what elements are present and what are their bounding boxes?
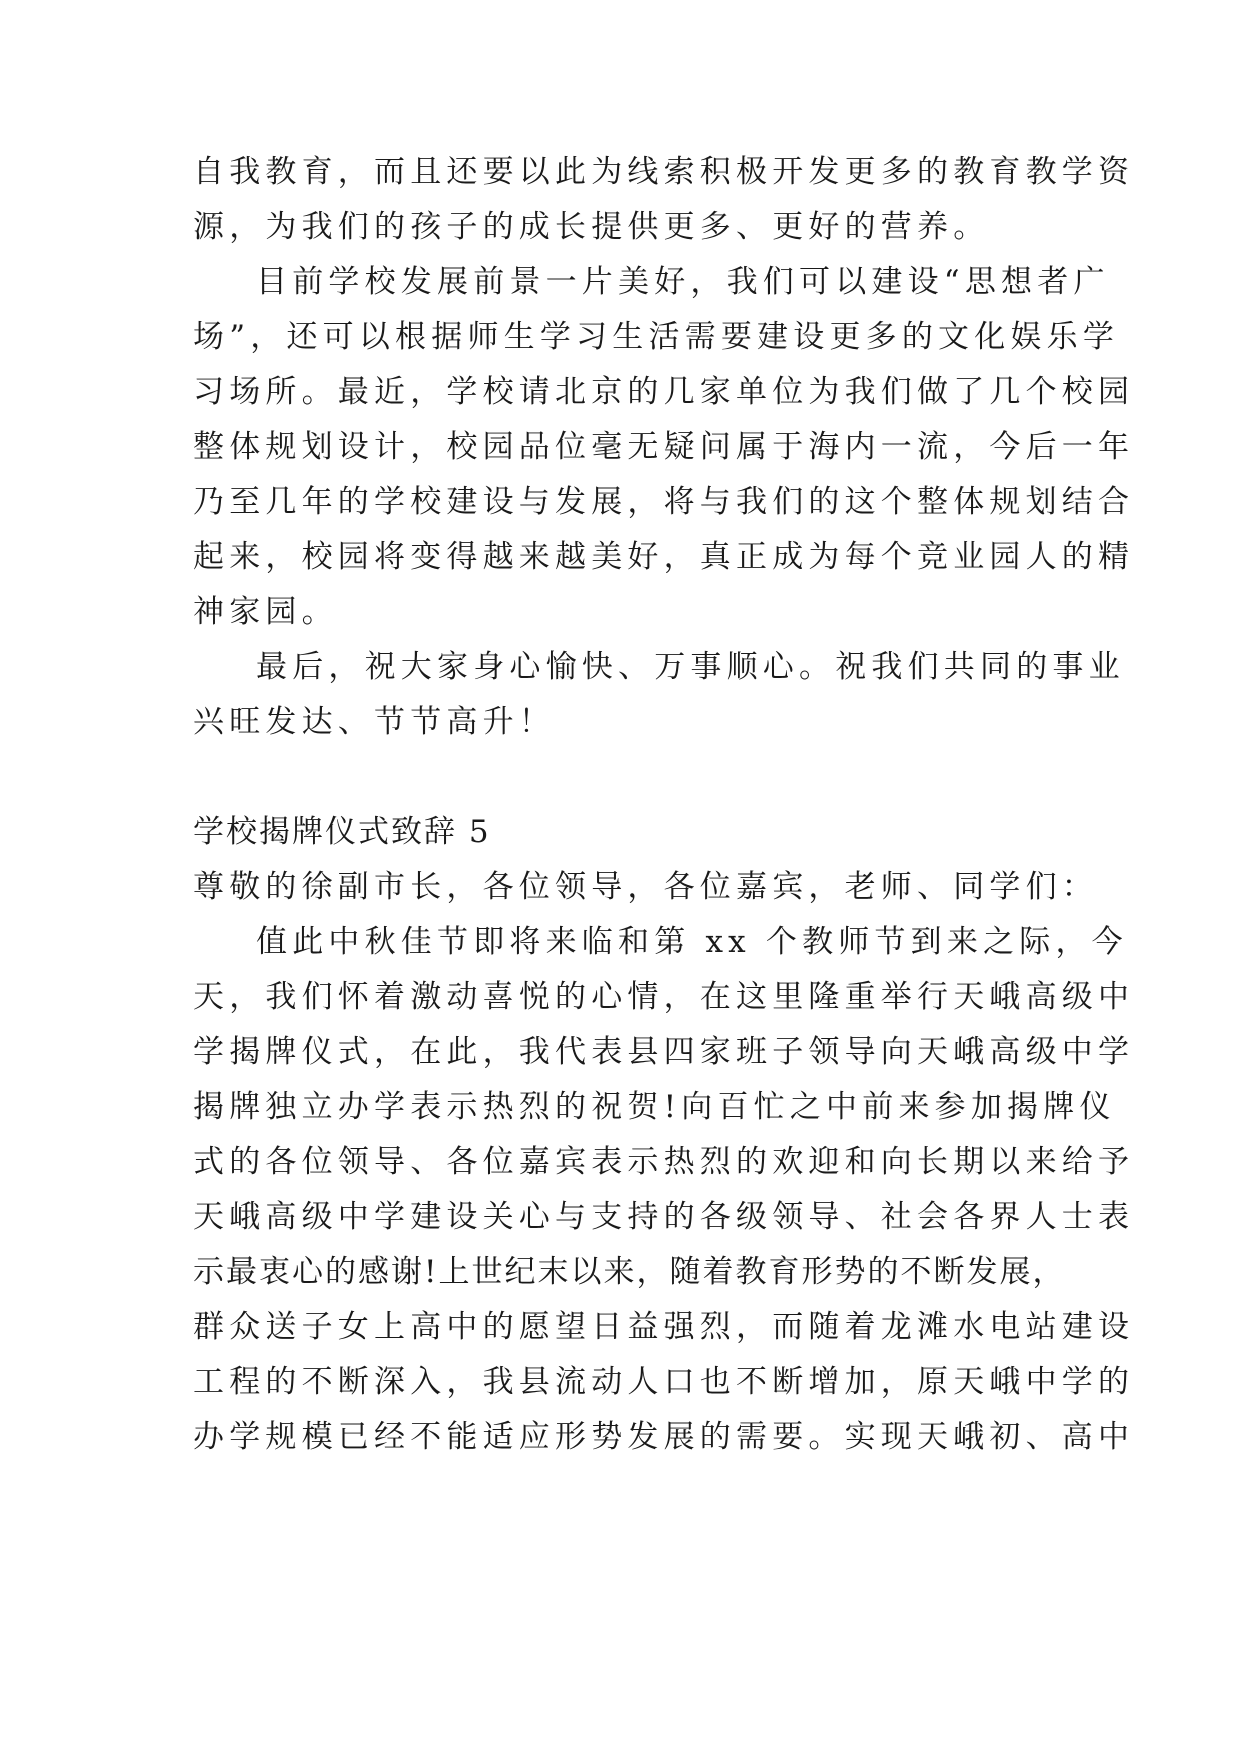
paragraph-line: 起来，校园将变得越来越美好，真正成为每个竞业园人的精 — [193, 539, 1135, 575]
paragraph-line: 式的各位领导、各位嘉宾表示热烈的欢迎和向长期以来给予 — [193, 1144, 1135, 1180]
paragraph-line: 天，我们怀着激动喜悦的心情，在这里隆重举行天峨高级中 — [193, 979, 1135, 1015]
paragraph-line: 值此中秋佳节即将来临和第 xx 个教师节到来之际，今 — [256, 924, 1128, 960]
salutation-line: 尊敬的徐副市长，各位领导，各位嘉宾，老师、同学们： — [193, 869, 1098, 905]
paragraph-line: 神家园。 — [193, 594, 338, 630]
paragraph-line: 目前学校发展前景一片美好，我们可以建设“思想者广 — [256, 264, 1110, 300]
paragraph-line: 天峨高级中学建设关心与支持的各级领导、社会各界人士表 — [193, 1199, 1135, 1235]
paragraph-line: 最后，祝大家身心愉快、万事顺心。祝我们共同的事业 — [256, 649, 1125, 685]
paragraph-line: 工程的不断深入，我县流动人口也不断增加，原天峨中学的 — [193, 1364, 1135, 1400]
paragraph-line: 习场所。最近，学校请北京的几家单位为我们做了几个校园 — [193, 374, 1135, 410]
paragraph-line: 场”，还可以根据师生学习生活需要建设更多的文化娱乐学 — [193, 319, 1120, 355]
paragraph-line: 自我教育，而且还要以此为线索积极开发更多的教育教学资 — [193, 154, 1135, 190]
paragraph-line: 整体规划设计，校园品位毫无疑问属于海内一流，今后一年 — [193, 429, 1135, 465]
paragraph-line: 学揭牌仪式，在此，我代表县四家班子领导向天峨高级中学 — [193, 1034, 1135, 1070]
paragraph-line: 办学规模已经不能适应形势发展的需要。实现天峨初、高中 — [193, 1419, 1135, 1455]
paragraph-line: 揭牌独立办学表示热烈的祝贺!向百忙之中前来参加揭牌仪 — [193, 1089, 1116, 1125]
section-heading: 学校揭牌仪式致辞 5 — [193, 814, 491, 850]
paragraph-line: 兴旺发达、节节高升！ — [193, 704, 555, 740]
paragraph-line: 源，为我们的孩子的成长提供更多、更好的营养。 — [193, 209, 990, 245]
paragraph-line: 乃至几年的学校建设与发展，将与我们的这个整体规划结合 — [193, 484, 1135, 520]
paragraph-line: 示最衷心的感谢!上世纪末以来，随着教育形势的不断发展， — [193, 1254, 1066, 1290]
paragraph-line: 群众送子女上高中的愿望日益强烈，而随着龙滩水电站建设 — [193, 1309, 1135, 1345]
